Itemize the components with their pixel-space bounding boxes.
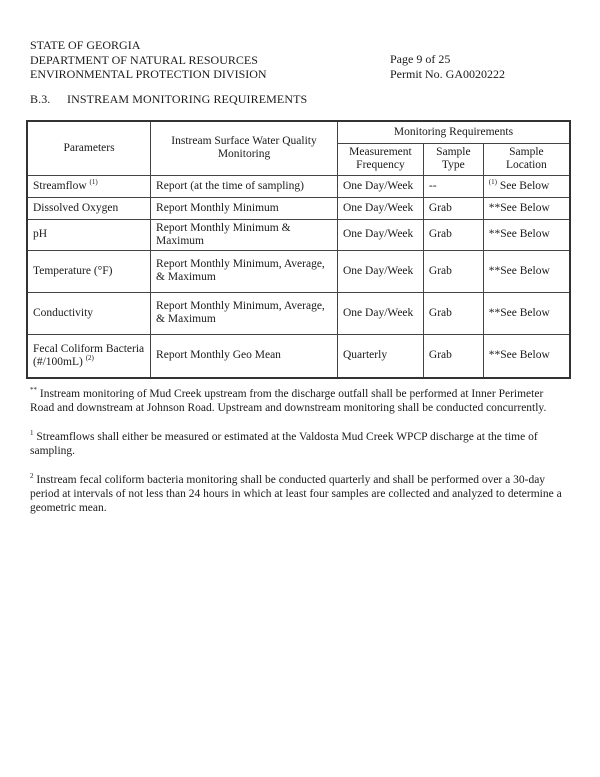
monitoring-table <box>26 120 571 379</box>
cell-parameter: Dissolved Oxygen <box>27 197 151 219</box>
section-title: INSTREAM MONITORING REQUIREMENTS <box>67 92 308 106</box>
agency-line-division: ENVIRONMENTAL PROTECTION DIVISION <box>30 67 267 81</box>
footnote-mark: 1 <box>30 429 34 438</box>
cell-frequency: One Day/Week <box>338 219 424 250</box>
table-row <box>27 219 570 250</box>
cell-quality: Report Monthly Minimum <box>151 197 338 219</box>
cell-sample-type: Grab <box>423 219 483 250</box>
cell-sample-type: Grab <box>423 334 483 378</box>
header-sample-type: Sample Type <box>423 143 483 175</box>
cell-location: **See Below <box>483 292 570 334</box>
footnote-ref: (1) <box>488 177 497 186</box>
cell-frequency: One Day/Week <box>338 175 424 197</box>
footnote-ref: (1) <box>89 177 98 186</box>
header-monitoring-requirements: Monitoring Requirements <box>338 121 571 143</box>
section-heading <box>30 92 307 107</box>
cell-frequency: One Day/Week <box>338 292 424 334</box>
cell-frequency: Quarterly <box>338 334 424 378</box>
header-parameters: Parameters <box>27 121 151 175</box>
cell-quality: Report Monthly Minimum, Average, & Maximum <box>151 292 338 334</box>
cell-quality: Report Monthly Minimum, Average, & Maximum <box>151 250 338 292</box>
footnote-mark: 2 <box>30 472 34 481</box>
footnote-fecal-coliform <box>30 473 570 515</box>
agency-header <box>30 38 267 82</box>
header-sample-location: Sample Location <box>483 143 570 175</box>
cell-sample-type: Grab <box>423 197 483 219</box>
cell-frequency: One Day/Week <box>338 197 424 219</box>
table-row <box>27 175 570 197</box>
note-text: Streamflows shall either be measured or estimated at the Valdosta Mud Creek WPCP discharge at the time of sampling. <box>30 431 538 457</box>
cell-sample-type: -- <box>423 175 483 197</box>
cell-quality: Report Monthly Minimum & Maximum <box>151 219 338 250</box>
agency-line-state: STATE OF GEORGIA <box>30 38 141 52</box>
table-row <box>27 292 570 334</box>
footnote-streamflow <box>30 430 570 458</box>
cell-quality: Report Monthly Geo Mean <box>151 334 338 378</box>
footnote-mark: ** <box>30 386 37 395</box>
header-quality-monitoring: Instream Surface Water Quality Monitoring <box>151 121 338 175</box>
cell-location: $^{(1)}$ See Below <box>483 175 570 197</box>
cell-parameter: Conductivity <box>27 292 151 334</box>
cell-frequency: One Day/Week <box>338 250 424 292</box>
agency-line-department: DEPARTMENT OF NATURAL RESOURCES <box>30 52 258 67</box>
table-row <box>27 334 570 378</box>
header-measurement-frequency: Measurement Frequency <box>338 143 424 175</box>
cell-location: **See Below <box>483 197 570 219</box>
cell-sample-type: Grab <box>423 292 483 334</box>
table-row <box>27 250 570 292</box>
cell-parameter: Streamflow $^{(1)}$ <box>27 175 151 197</box>
permit-number: Permit No. GA0020222 <box>390 66 505 81</box>
cell-parameter: pH <box>27 219 151 250</box>
footnote-ref: (2) <box>85 353 94 362</box>
cell-parameter: Fecal Coliform Bacteria (#/100mL) $^{(2)}$ <box>27 334 151 378</box>
page-info <box>390 52 505 81</box>
note-text: Instream fecal coliform bacteria monitoring shall be conducted quarterly and shall be performed over a 30-day period at intervals of not less than 24 hours in which at least four samples are collected and analyzed to determine a geometric mean. <box>30 474 562 514</box>
section-number: B.3. <box>30 92 51 106</box>
cell-parameter: Temperature (°F) <box>27 250 151 292</box>
note-monitoring-locations <box>30 387 570 415</box>
note-text: Instream monitoring of Mud Creek upstream from the discharge outfall shall be performed at Inner Perimeter Road and downstream at Johnson Road. Upstream and downstream monitoring shall be conducted concurrently. <box>30 388 547 414</box>
cell-location: **See Below <box>483 250 570 292</box>
cell-sample-type: Grab <box>423 250 483 292</box>
cell-location: **See Below <box>483 219 570 250</box>
page-number: Page 9 of 25 <box>390 52 451 66</box>
table-row <box>27 197 570 219</box>
cell-location: **See Below <box>483 334 570 378</box>
cell-quality: Report (at the time of sampling) <box>151 175 338 197</box>
